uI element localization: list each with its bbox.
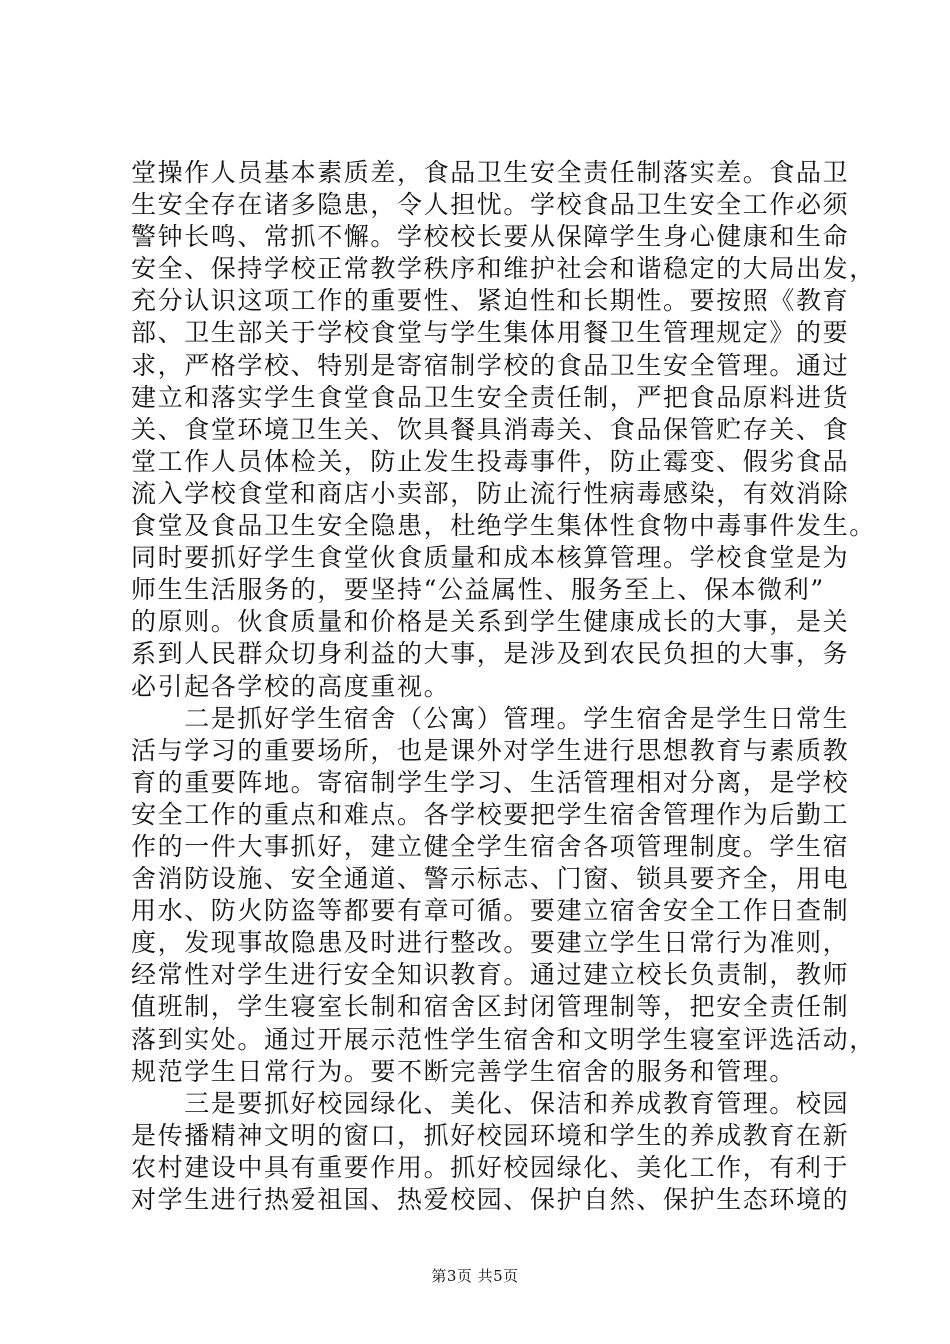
text-line: 生安全存在诸多隐患，令人担忧。学校食品卫生安全工作必须 (131, 190, 850, 220)
text-line: 充分认识这项工作的重要性、紧迫性和长期性。要按照《教育 (131, 286, 850, 316)
text-line: 农村建设中具有重要作用。抓好校园绿化、美化工作，有利于 (131, 1152, 850, 1182)
text-line: 育的重要阵地。寄宿制学生学习、生活管理相对分离，是学校 (131, 767, 850, 797)
text-line: 安全工作的重点和难点。各学校要把学生宿舍管理作为后勤工 (131, 799, 850, 829)
text-line: 舍消防设施、安全通道、警示标志、门窗、锁具要齐全，用电 (131, 864, 850, 894)
text-line: 堂工作人员体检关，防止发生投毒事件，防止霉变、假劣食品 (131, 446, 850, 476)
text-line: 安全、保持学校正常教学秩序和维护社会和谐稳定的大局出发， (131, 254, 876, 284)
text-line: 作的一件大事抓好，建立健全学生宿舍各项管理制度。学生宿 (131, 831, 850, 861)
text-line: 系到人民群众切身利益的大事，是涉及到农民负担的大事，务 (131, 639, 850, 669)
text-line: 度，发现事故隐患及时进行整改。要建立学生日常行为准则， (131, 928, 850, 958)
text-line: 规范学生日常行为。要不断完善学生宿舍的服务和管理。 (131, 1056, 797, 1086)
text-line: 值班制，学生寝室长制和宿舍区封闭管理制等，把安全责任制 (131, 992, 850, 1022)
text-line: 关、食堂环境卫生关、饮具餐具消毒关、食品保管贮存关、食 (131, 414, 850, 444)
text-line: 堂操作人员基本素质差，食品卫生安全责任制落实差。食品卫 (131, 158, 850, 187)
text-line: 是传播精神文明的窗口，抓好校园环境和学生的养成教育在新 (131, 1120, 850, 1150)
text-line: 必引起各学校的高度重视。 (131, 671, 451, 701)
text-line: 求，严格学校、特别是寄宿制学校的食品卫生安全管理。通过 (131, 350, 850, 380)
text-line: 三是要抓好校园绿化、美化、保洁和养成教育管理。校园 (131, 1088, 850, 1118)
text-line: 师生生活服务的，要坚持“公益属性、服务至上、保本微利” (131, 575, 825, 605)
text-line: 活与学习的重要场所，也是课外对学生进行思想教育与素质教 (131, 735, 850, 765)
text-line: 部、卫生部关于学校食堂与学生集体用餐卫生管理规定》的要 (131, 318, 850, 348)
text-line: 用水、防火防盗等都要有章可循。要建立宿舍安全工作日查制 (131, 896, 850, 926)
text-line: 的原则。伙食质量和价格是关系到学生健康成长的大事，是关 (131, 607, 850, 637)
text-line: 二是抓好学生宿舍（公寓）管理。学生宿舍是学生日常生 (131, 703, 850, 733)
text-line: 食堂及食品卫生安全隐患，杜绝学生集体性食物中毒事件发生。 (131, 511, 876, 541)
text-line: 流入学校食堂和商店小卖部，防止流行性病毒感染，有效消除 (131, 478, 850, 508)
text-line: 建立和落实学生食堂食品卫生安全责任制，严把食品原料进货 (131, 382, 850, 412)
text-line: 经常性对学生进行安全知识教育。通过建立校长负责制，教师 (131, 960, 850, 990)
page-footer: 第3页 共5页 (431, 1267, 519, 1285)
text-line: 对学生进行热爱祖国、热爱校园、保护自然、保护生态环境的 (131, 1185, 850, 1214)
text-line: 警钟长鸣、常抓不懈。学校校长要从保障学生身心健康和生命 (131, 222, 850, 252)
document-body (131, 157, 876, 1216)
text-line: 同时要抓好学生食堂伙食质量和成本核算管理。学校食堂是为 (131, 543, 850, 573)
text-line: 落到实处。通过开展示范性学生宿舍和文明学生寝室评选活动， (131, 1024, 876, 1054)
